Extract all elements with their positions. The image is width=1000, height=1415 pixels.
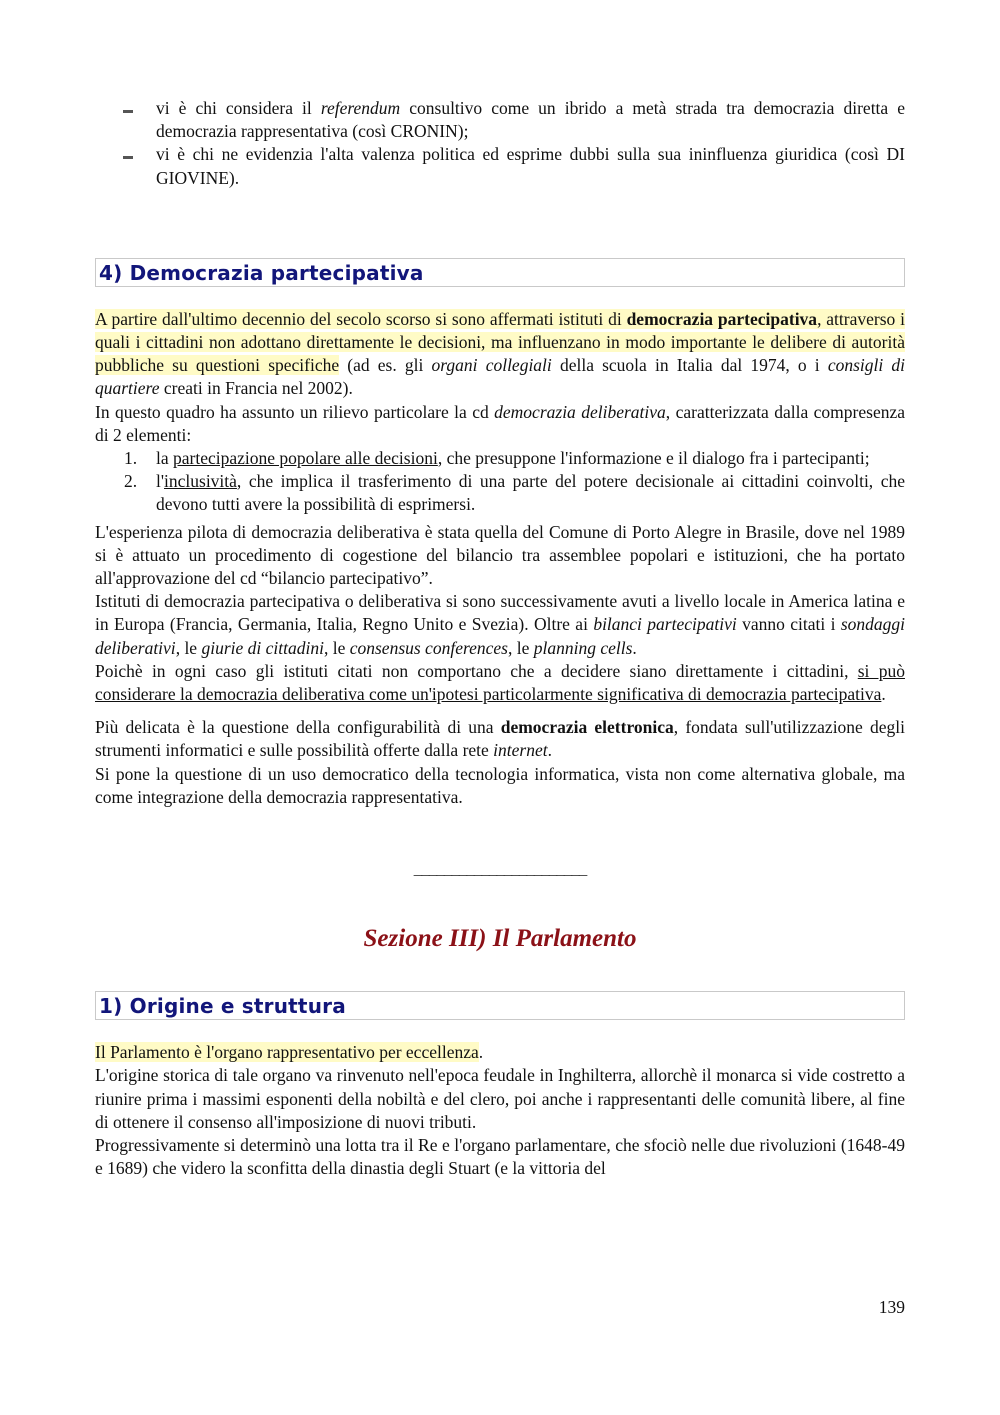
list-item — [95, 143, 905, 189]
section-heading-democrazia-partecipativa: 4) Democrazia partecipativa — [95, 258, 905, 287]
list-number: 2. — [124, 471, 138, 492]
bold-term: democrazia elettronica — [500, 717, 674, 738]
italic-term: giurie di cittadini — [201, 637, 324, 658]
numbered-list — [95, 447, 905, 517]
text: (ad es. gli — [339, 355, 432, 376]
italic-term: democrazia deliberativa — [494, 401, 666, 422]
text: l' — [156, 471, 165, 492]
text: A partire dall'ultimo decennio del secolo scorso si sono affermati istituti di — [95, 308, 627, 329]
text: , le — [175, 637, 202, 658]
text: Poichè in ogni caso gli istituti citati non comportano che a decidere siano direttamente i cittadini, — [95, 660, 858, 681]
text: Istituti di democrazia partecipativa o deliberativa si sono successivamente avuti a livello locale in America latina e in Europa (Francia, Germania, Italia, Regno Unito e Svezia). Oltre ai — [95, 591, 905, 635]
bullet-dash-icon: ▬ — [123, 151, 133, 163]
underlined-term: inclusività — [164, 471, 237, 492]
text: , le — [323, 637, 350, 658]
highlighted-text: Il Parlamento è l'organo rappresentativo per eccellenza — [95, 1042, 479, 1063]
text: . — [881, 684, 886, 705]
text: . — [547, 740, 552, 761]
text: , caratterizzata dalla compresenza di 2 elementi: — [95, 401, 905, 445]
paragraph-lotta: Progressivamente si determinò una lotta tra il Re e l'organo parlamentare, che sfociò nelle due rivoluzioni (1648-49 e 1689) che videro la sconfitta della dinastia degli Stuart (e la vittoria del — [95, 1135, 905, 1179]
bullet-text: vi è chi considera il — [156, 98, 321, 118]
paragraph-deliberativa — [95, 401, 905, 447]
text: Più delicata è la questione della configurabilità di una — [95, 717, 501, 738]
paragraph-conclusion — [95, 660, 905, 706]
paragraph-parlamento — [95, 1041, 905, 1064]
text: , fondata sull'utilizzazione degli strumenti informatici e sulle possibilità offerte dalla rete — [95, 717, 905, 761]
italic-term: planning cells — [533, 637, 633, 658]
list-item — [95, 470, 905, 516]
bold-term: democrazia partecipativa — [626, 308, 818, 329]
underlined-text: si può considerare la democrazia deliberativa come un'ipotesi particolarmente significativa di democrazia partecipativa — [95, 660, 905, 705]
bullet-list — [95, 97, 905, 190]
italic-term: consigli di quartiere — [95, 355, 905, 399]
page-content — [95, 97, 905, 1181]
paragraph-democrazia-elettronica — [95, 716, 905, 762]
italic-term: internet — [493, 740, 548, 761]
text: vanno citati i — [736, 614, 841, 635]
paragraph-tecnologia: Si pone la questione di un uso democratico della tecnologia informatica, vista non come alternativa globale, ma come integrazione della democrazia rappresentativa. — [95, 763, 905, 807]
italic-term: bilanci partecipativi — [593, 614, 737, 635]
paragraph-istituti — [95, 590, 905, 660]
paragraph-porto-alegre: L'esperienza pilota di democrazia deliberativa è stata quella del Comune di Porto Alegre in Brasile, dove nel 1989 si è attuato un procedimento di cogestione del bilancio tra assemblee popolari e istituzioni, che ha portato all'approvazione del cd “bilancio partecipativo”. — [95, 521, 905, 589]
section-heading-origine-struttura: 1) Origine e struttura — [95, 991, 905, 1020]
page-number: 139 — [878, 1297, 905, 1317]
bullet-dash-icon: ▬ — [123, 105, 133, 116]
section-title: Sezione III) Il Parlamento — [363, 925, 637, 953]
paragraph-origine: L'origine storica di tale organo va rinvenuto nell'epoca feudale in Inghilterra, allorchè il monarca si vide costretto a riunire prima i massimi esponenti della nobiltà e del clero, poi anche i rappresentanti delle comunità libere, al fine di ottenere il consenso all'imposizione di nuovi tributi. — [95, 1065, 905, 1132]
section-separator: _______________________ — [413, 859, 587, 879]
text: della scuola in Italia dal 1974, o i — [551, 355, 828, 376]
text: , le — [507, 637, 534, 658]
italic-term: sondaggi deliberativi — [95, 614, 905, 658]
text: , attraverso i quali i cittadini non adottano direttamente le decisioni, ma influenzano in modo importante le delibere di autorità pubbliche su questioni specifiche — [95, 308, 906, 376]
text: , che presuppone l'informazione e il dialogo fra i partecipanti; — [437, 448, 870, 469]
text: creati in Francia nel 2002). — [159, 378, 353, 399]
paragraph-intro — [95, 308, 905, 401]
italic-term: consensus conferences — [349, 637, 508, 658]
bullet-text: consultivo come un ibrido a metà strada tra democrazia diretta e democrazia rappresentativa (così CRONIN); — [156, 98, 906, 142]
list-item — [95, 97, 905, 143]
bullet-emphasis: referendum — [320, 98, 401, 118]
text: la — [156, 448, 174, 469]
underlined-term: partecipazione popolare alle decisioni — [173, 448, 438, 469]
text: In questo quadro ha assunto un rilievo particolare la cd — [95, 401, 495, 422]
bullet-text: vi è chi ne evidenzia l'alta valenza politica ed esprime dubbi sulla sua ininfluenza giuridica (così DI GIOVINE). — [156, 144, 905, 188]
italic-term: organi collegiali — [431, 355, 552, 376]
text: , che implica il trasferimento di una parte del potere decisionale ai cittadini coinvolti, che devono tutti avere la possibilità di esprimersi. — [156, 471, 905, 515]
text: . — [478, 1042, 484, 1063]
list-number: 1. — [124, 448, 138, 469]
text: . — [632, 637, 637, 658]
list-item — [95, 447, 905, 470]
